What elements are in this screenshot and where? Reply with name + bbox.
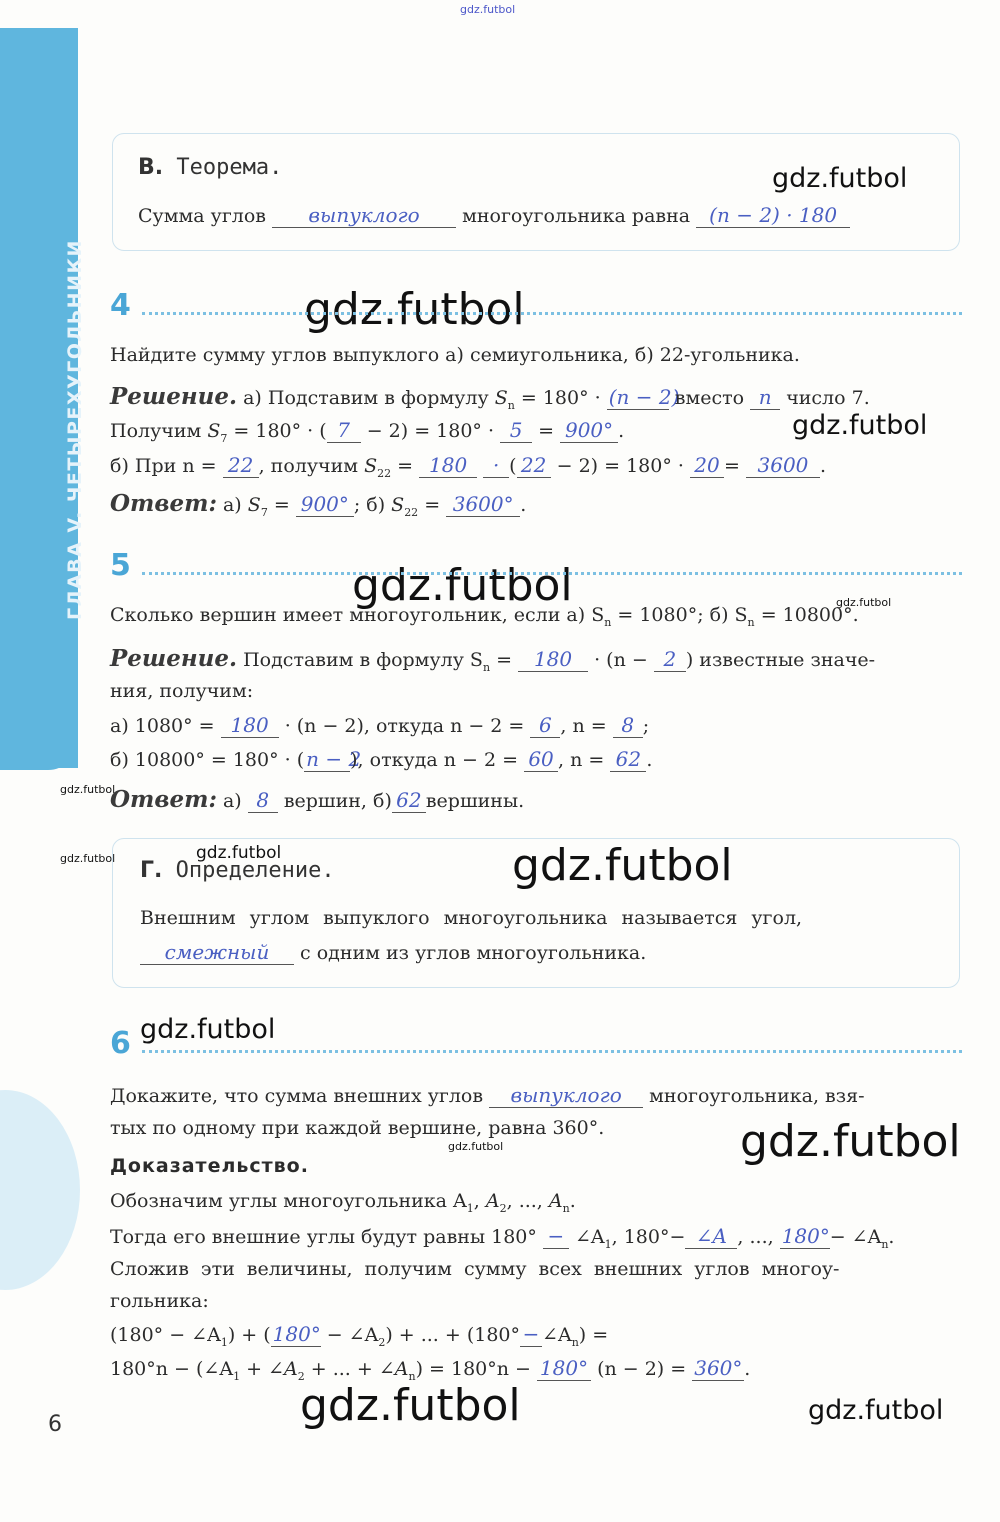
text: многоугольника равна xyxy=(462,205,691,227)
text: ∠A xyxy=(574,1226,605,1248)
theorem-text xyxy=(138,203,850,228)
definition-text: Внешним углом выпуклого многоугольника называется угол, xyxy=(140,907,803,929)
watermark: gdz.futbol xyxy=(60,852,116,865)
text: = 180° · xyxy=(520,387,601,409)
text: , 180°− xyxy=(611,1226,686,1248)
answer-field[interactable]: 3600° xyxy=(446,492,520,517)
text: Тогда его внешние углы будут равны 180° xyxy=(110,1226,537,1248)
watermark: gdz.futbol xyxy=(60,783,116,796)
answer-field[interactable]: смежный xyxy=(140,940,294,965)
text: − ∠A xyxy=(326,1324,379,1346)
text: б) При n = xyxy=(110,455,217,477)
text: ) + ... + (180° xyxy=(385,1324,521,1346)
answer-field[interactable]: 6 xyxy=(530,713,560,738)
definition-letter: Г. xyxy=(140,858,163,883)
task-question: Сколько вершин имеет многоугольник, если а) $S_n = 1080^\circ$; б) $S_n = 10800^\circ$. xyxy=(110,604,859,629)
text: − ∠A xyxy=(829,1226,882,1248)
answer-field[interactable]: 180 xyxy=(221,713,279,738)
text: − 2) = 180° · xyxy=(556,455,684,477)
text: Докажите, что сумма внешних углов xyxy=(110,1085,484,1107)
text: ; б) xyxy=(353,494,386,516)
answer-field[interactable]: 3600 xyxy=(746,453,820,478)
theorem-box xyxy=(112,133,960,251)
watermark: gdz.futbol xyxy=(196,843,282,863)
answer-field[interactable]: 2 xyxy=(654,647,686,672)
text: ∠A xyxy=(542,1324,572,1346)
text: ) = 180°n − xyxy=(415,1358,531,1380)
watermark: gdz.futbol xyxy=(836,596,892,609)
text: , n = xyxy=(558,749,605,771)
proof-line: $(180^\circ - \angle A_1)$ + ( $180^\circ - \angle A_2$) + ... + $(180^\circ - \angle A_n)$ = xyxy=(110,1322,609,1349)
watermark: gdz.futbol xyxy=(300,1380,521,1431)
proof-line: $180^\circ n - (\angle A_1$ + $\angle A_2$ + ... + $\angle A_n) = 180^\circ n - 180^\circ$ (n − 2) = 360°. xyxy=(110,1356,751,1383)
watermark: gdz.futbol xyxy=(792,410,928,441)
answer-field[interactable]: 180 xyxy=(419,453,477,478)
task-number: 6 xyxy=(110,1026,131,1061)
watermark: gdz.futbol xyxy=(772,163,908,194)
watermark: gdz.futbol xyxy=(740,1116,961,1167)
answer-field[interactable]: выпуклого xyxy=(272,203,456,228)
answer-field[interactable]: 7 xyxy=(327,418,361,443)
text: вершин, б) xyxy=(283,790,392,812)
solution-line: а) 1080° = 180 · (n − 2), откуда n − 2 = 6 , n = 8 ; xyxy=(110,713,650,737)
text: − 2) = 180° · xyxy=(366,420,495,442)
page-number: 6 xyxy=(48,1412,62,1437)
answer-field[interactable]: (n − 2) xyxy=(608,385,680,409)
text: ( xyxy=(509,455,517,477)
task-question xyxy=(110,1083,865,1108)
answer-label: Ответ: xyxy=(110,786,217,813)
answer-field[interactable]: 62 xyxy=(610,747,646,772)
text: , ..., xyxy=(737,1226,774,1248)
text: , получим xyxy=(258,455,359,477)
answer-label: Ответ: xyxy=(110,490,217,517)
answer-field[interactable]: 900° xyxy=(296,492,354,517)
watermark: gdz.futbol xyxy=(808,1395,944,1426)
proof-label: Доказательство. xyxy=(110,1155,309,1177)
solution-line: б) При n = 22 , получим $S_{22} = 180$ · ( 22 − 2) = 180° · 20 = 3600 . xyxy=(110,453,826,480)
text: (n − 2) = xyxy=(597,1358,687,1380)
text: = 1080°; б) S xyxy=(617,604,748,626)
text: Сумма углов xyxy=(138,205,266,227)
text: = 180° · ( xyxy=(233,420,327,442)
proof-line: Тогда его внешние углы будут равны $180^\circ - \angle A_1$, 180°− ∠A , ..., $180^\circ- \angle A_n$. xyxy=(110,1224,895,1251)
solution-line: Решение. а) Подставим в формулу $S_n = 180^\circ \cdot (n - 2)$ вместо n число 7. xyxy=(110,383,870,412)
answer-field[interactable]: 60 xyxy=(524,747,558,772)
answer-field[interactable]: ∠A xyxy=(685,1224,737,1249)
text: 180°n − (∠A xyxy=(110,1358,234,1380)
watermark: gdz.futbol xyxy=(512,840,733,891)
text: а) xyxy=(222,494,242,516)
dotted-divider xyxy=(142,572,962,575)
text: многоугольника, взя- xyxy=(649,1085,865,1107)
text: = 10800°. xyxy=(760,604,859,626)
watermark: gdz.futbol xyxy=(140,1014,276,1045)
solution-line: б) 10800° = 180° · ( n − 2), откуда n − 2 = 60 , n = 62 . xyxy=(110,747,653,771)
text: б) 10800° = 180° · ( xyxy=(110,749,305,771)
solution-label: Решение xyxy=(110,383,230,410)
solution-label: Решение xyxy=(110,645,230,672)
text: · (n − xyxy=(594,649,648,671)
dotted-divider xyxy=(142,1050,962,1053)
answer-field[interactable]: 8 xyxy=(613,713,643,738)
proof-line: Сложив эти величины, получим сумму всех внешних углов многоу- xyxy=(110,1258,840,1280)
text: а) Подставим в формулу xyxy=(243,387,489,409)
answer-field[interactable]: 22 xyxy=(517,453,551,478)
answer-line xyxy=(110,786,524,813)
text: = xyxy=(538,420,555,442)
answer-field[interactable]: 8 xyxy=(248,788,278,813)
text: · (n − 2), откуда n − 2 = xyxy=(284,715,525,737)
text: (180° − ∠A xyxy=(110,1324,221,1346)
text: ) известные значе- xyxy=(685,649,876,671)
text: Получим xyxy=(110,420,202,442)
solution-line: ния, получим: xyxy=(110,680,254,702)
chapter-label: ГЛАВА V. ЧЕТЫРЕХУГОЛЬНИКИ xyxy=(64,239,86,620)
answer-field[interactable]: · xyxy=(483,453,509,478)
text: Подставим в формулу S xyxy=(243,649,483,671)
watermark: gdz.futbol xyxy=(460,3,516,16)
text: вместо xyxy=(674,387,745,409)
text: Обозначим углы многоугольника A xyxy=(110,1190,467,1212)
answer-field[interactable]: 180° xyxy=(537,1356,591,1381)
theorem-title: Теорема. xyxy=(176,155,283,180)
text: число 7. xyxy=(786,387,870,409)
watermark: gdz.futbol xyxy=(448,1140,504,1153)
text: с одним из углов многоугольника. xyxy=(300,942,647,964)
text: вершины. xyxy=(425,790,525,812)
definition-title: Определение. xyxy=(175,858,335,883)
answer-field[interactable]: 5 xyxy=(500,418,532,443)
answer-field[interactable]: 360° xyxy=(694,1356,743,1380)
answer-field[interactable]: 900° xyxy=(560,418,618,443)
proof-line: Обозначим углы многоугольника $A_1$, $A_2$, ..., $A_n$. xyxy=(110,1190,576,1215)
answer-field[interactable]: выпуклого xyxy=(489,1083,643,1108)
answer-field[interactable]: − xyxy=(543,1224,569,1249)
watermark: gdz.futbol xyxy=(352,560,573,611)
definition-heading xyxy=(140,858,335,883)
answer-field[interactable]: 20 xyxy=(690,453,724,478)
task-number: 5 xyxy=(110,548,131,583)
solution-line: Решение. Подставим в формулу $S_n = 180 \cdot (n - 2$ ) известные значе- xyxy=(110,645,876,674)
decorative-circle xyxy=(0,1090,80,1290)
task-question: Найдите сумму углов выпуклого а) семиугольника, б) 22-угольника. xyxy=(110,344,800,366)
answer-line: Ответ: а) $S_7 = 900^\circ$ ; б) $S_{22} = 3600^\circ$ . xyxy=(110,490,527,519)
watermark: gdz.futbol xyxy=(304,284,525,335)
task-number: 4 xyxy=(110,288,131,323)
text: = xyxy=(397,455,414,477)
text: а) xyxy=(222,790,242,812)
dotted-divider xyxy=(142,312,962,315)
answer-field[interactable]: n xyxy=(750,385,780,410)
answer-field[interactable]: 180° xyxy=(272,1322,321,1346)
answer-field[interactable]: − xyxy=(520,1322,542,1347)
text: , n = xyxy=(560,715,607,737)
proof-line: гольника: xyxy=(110,1290,209,1312)
text: а) 1080° = xyxy=(110,715,215,737)
answer-field[interactable]: 180° xyxy=(781,1224,830,1248)
text: Сколько вершин имеет многоугольник, если а) S xyxy=(110,604,605,626)
text: ), откуда n − 2 = xyxy=(350,749,518,771)
theorem-letter: В. xyxy=(138,155,164,180)
answer-field[interactable]: 22 xyxy=(223,453,259,478)
answer-field[interactable]: (n − 2) · 180 xyxy=(696,203,850,228)
answer-field[interactable]: 180 xyxy=(518,647,588,672)
solution-line: Получим $S_7 = 180^\circ$ · ( 7 − 2) = 180° · 5 = 900° . xyxy=(110,418,625,445)
task-question: тых по одному при каждой вершине, равна 360°. xyxy=(110,1117,605,1139)
answer-field[interactable]: n − 2 xyxy=(306,747,362,771)
definition-text xyxy=(140,940,646,965)
answer-field[interactable]: 62 xyxy=(392,788,426,813)
theorem-heading xyxy=(138,155,282,180)
